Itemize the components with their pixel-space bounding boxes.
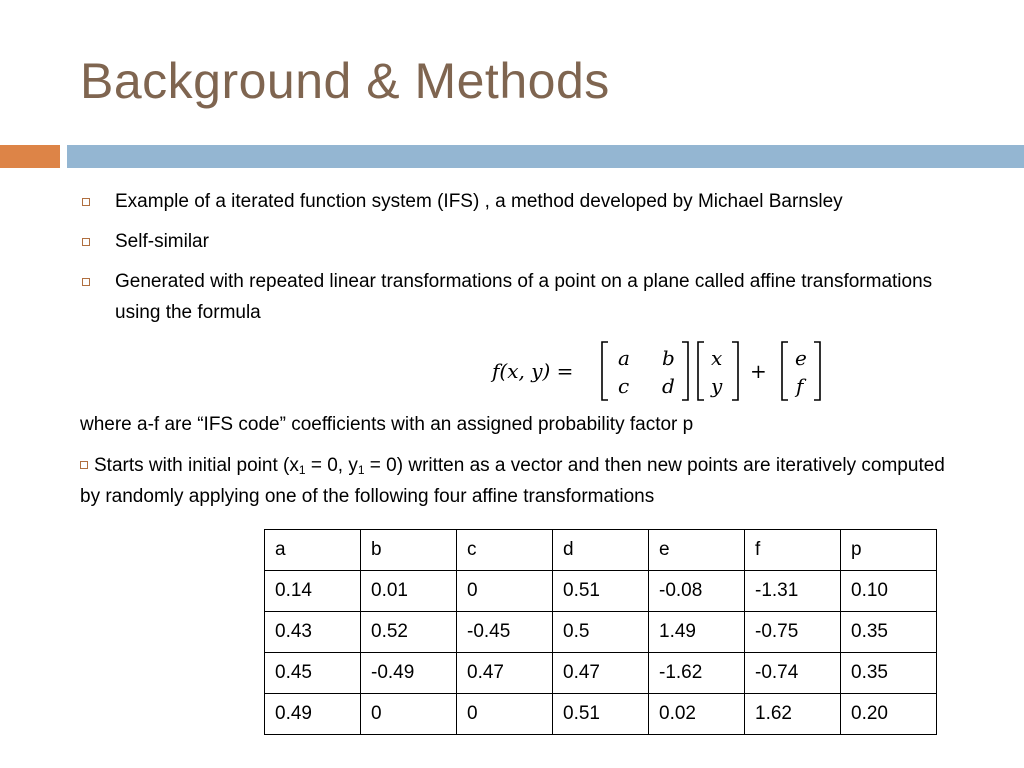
table-row: [265, 612, 937, 653]
formula-lhs: f(x, y) =: [492, 359, 574, 383]
offset-e: e: [795, 346, 807, 370]
table-cell: 0.01: [361, 571, 457, 612]
matrix-c: c: [618, 374, 630, 398]
table-cell: -0.08: [649, 571, 745, 612]
iteration-text-1: Starts with initial point (x: [94, 455, 299, 476]
bullet-list: [80, 186, 980, 337]
table-cell: 0: [457, 694, 553, 735]
table-header: a: [265, 530, 361, 571]
table-cell: 1.49: [649, 612, 745, 653]
subscript-2: 1: [357, 463, 365, 477]
table-row: [265, 571, 937, 612]
table-cell: 0: [457, 571, 553, 612]
bullet-text: Example of a iterated function system (IFS) , a method developed by Michael Barnsley: [115, 191, 843, 212]
accent-bar-orange: [0, 145, 60, 168]
iteration-text-3: = 0) written as a vector and then new points are iteratively computed by randomly applying one of the following four affine transformations: [80, 455, 945, 507]
table-row: [265, 694, 937, 735]
table-header: d: [553, 530, 649, 571]
bullet-item: [80, 186, 980, 217]
table-cell: -0.49: [361, 653, 457, 694]
table-cell: 0: [361, 694, 457, 735]
bullet-text: Generated with repeated linear transformations of a point on a plane called affine transformations using the formula: [115, 271, 933, 323]
table-cell: 0.20: [841, 694, 937, 735]
matrix-a: a: [618, 346, 630, 370]
coefficient-note: where a-f are “IFS code” coefficients with an assigned probability factor p: [80, 414, 694, 435]
table-row: [265, 653, 937, 694]
table-cell: -0.45: [457, 612, 553, 653]
bullet-item: [80, 226, 980, 257]
subscript-1: 1: [298, 463, 306, 477]
table-cell: 0.43: [265, 612, 361, 653]
table-cell: -0.74: [745, 653, 841, 694]
vector-y: y: [711, 374, 723, 398]
square-bullet-icon: [82, 238, 90, 246]
table-cell: 0.51: [553, 694, 649, 735]
table-cell: 0.52: [361, 612, 457, 653]
slide-title: Background & Methods: [80, 53, 610, 109]
square-bullet-icon: [82, 198, 90, 206]
table-cell: 0.47: [457, 653, 553, 694]
table-header: e: [649, 530, 745, 571]
table-cell: 0.45: [265, 653, 361, 694]
table-header: c: [457, 530, 553, 571]
table-header-row: [265, 530, 937, 571]
ifs-code-table: [264, 529, 937, 735]
table-header: f: [745, 530, 841, 571]
table-cell: 0.47: [553, 653, 649, 694]
affine-formula: [490, 336, 830, 406]
table-cell: 0.49: [265, 694, 361, 735]
offset-f: f: [796, 374, 804, 398]
table-cell: -0.75: [745, 612, 841, 653]
table-header: b: [361, 530, 457, 571]
accent-bar-blue: [67, 145, 1024, 168]
square-bullet-icon: [80, 461, 88, 469]
vector-x: x: [711, 346, 723, 370]
table-cell: 0.14: [265, 571, 361, 612]
matrix-b: b: [662, 346, 675, 370]
square-bullet-icon: [82, 278, 90, 286]
bullet-text: Self-similar: [115, 231, 209, 252]
iteration-note: [80, 450, 960, 512]
table-cell: 1.62: [745, 694, 841, 735]
table-cell: 0.51: [553, 571, 649, 612]
table-cell: 0.02: [649, 694, 745, 735]
table-cell: -1.31: [745, 571, 841, 612]
table-cell: -1.62: [649, 653, 745, 694]
bullet-item: [80, 266, 980, 328]
table-cell: 0.35: [841, 653, 937, 694]
iteration-text-2: = 0, y: [305, 455, 358, 476]
matrix-d: d: [662, 374, 675, 398]
table-cell: 0.5: [553, 612, 649, 653]
table-header: p: [841, 530, 937, 571]
formula-plus: +: [750, 359, 767, 383]
table-cell: 0.35: [841, 612, 937, 653]
table-cell: 0.10: [841, 571, 937, 612]
